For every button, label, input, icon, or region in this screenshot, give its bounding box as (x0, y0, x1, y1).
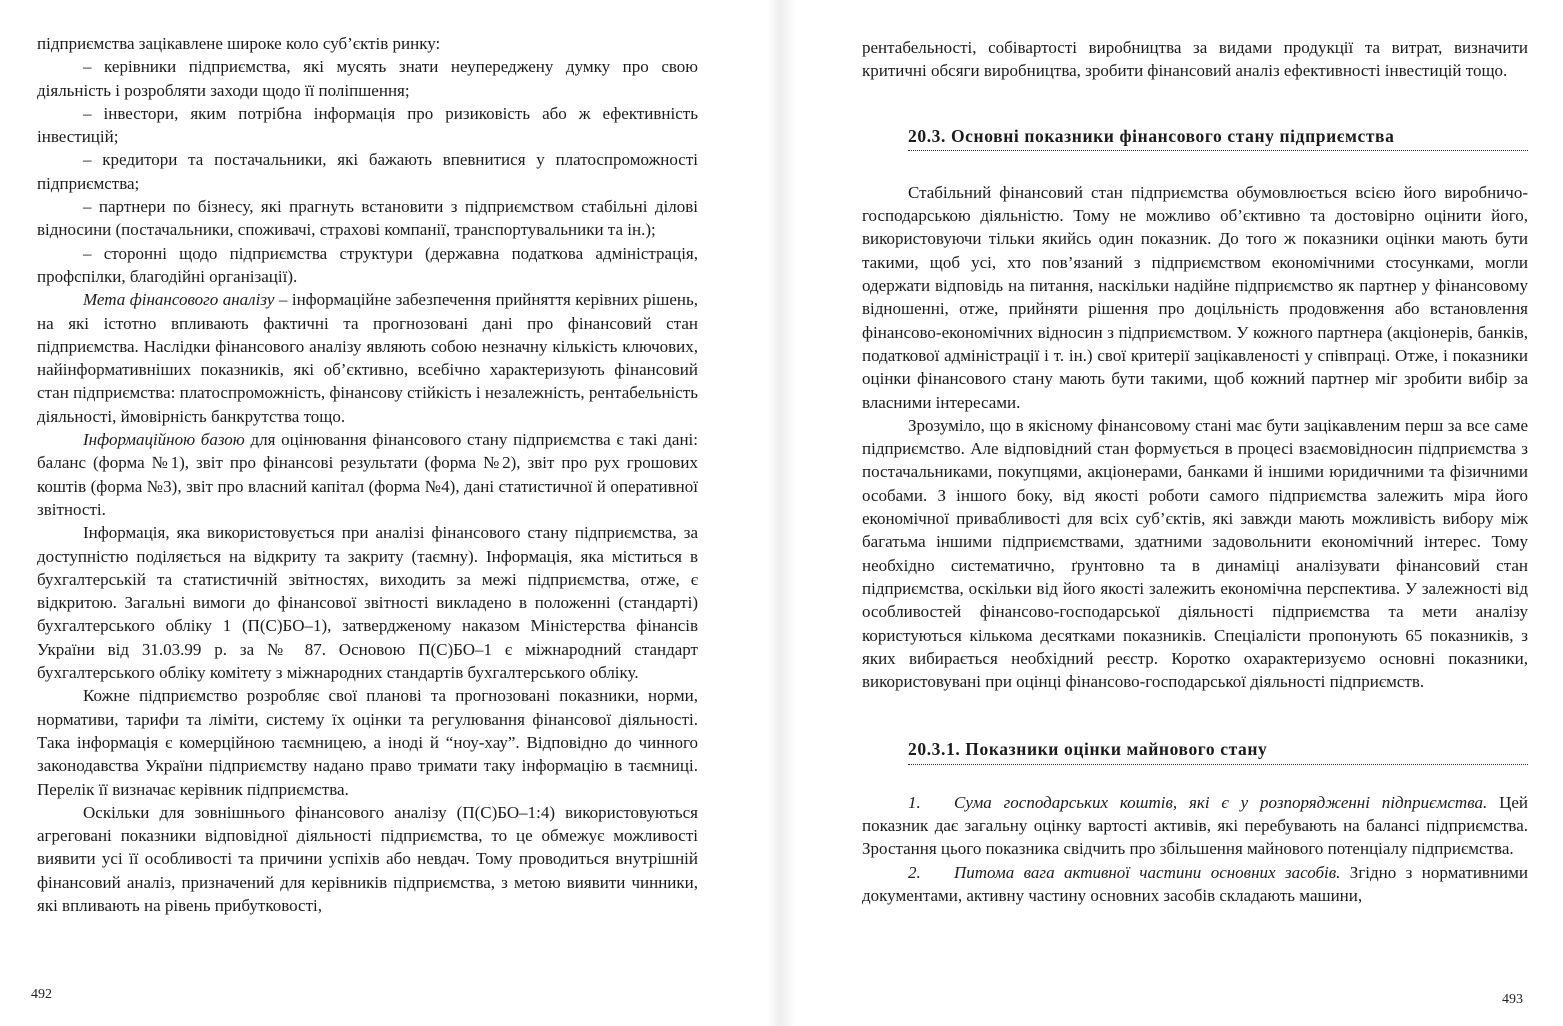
spacer (862, 151, 1528, 181)
page-gutter-shadow (767, 0, 781, 1026)
list-item-managers: – керівники підприємства, які мусять знати неупереджену думку про свою діяльність і розробляти заходи щодо її поліпшення; (37, 57, 698, 100)
right-page (781, 0, 1563, 1026)
paragraph-interested-parties: підприємства зацікавлене широке коло суб’єктів ринку: (37, 34, 441, 53)
page-gutter-shadow (781, 0, 795, 1026)
term-information-base: Інформаційною базою (83, 430, 245, 450)
paragraph-analysis-goal (37, 288, 698, 428)
paragraph-information-access: Інформація, яка використовується при аналізі фінансового стану підприємства, за доступністю поділяється на відкриту та закриту (таємну). Інформація, яка міститься в бухгалтерській та статистичній звітностях, виходить за межі підприємства, отже, є відкритою. Загальні вимоги до фінансової звітності викладено в положенні (стандарті) бухгалтерського обліку 1 (П(С)БО–1), затвердженому наказом Міністерства фінансів України від 31.03.99 р. за № 87. Основою П(С)БО–1 є міжнародний стандарт бухгалтерського обліку комітету з міжнародних стандартів бухгалтерського обліку. (37, 523, 698, 683)
item-number: 2. (908, 862, 921, 882)
paragraph-information-base-text: для оцінювання фінансового стану підприємства є такі дані: баланс (форма №1), звіт про фінансові результати (форма №2), звіт про рух грошових коштів (форма №3), звіт про власний капітал (форма №4), дані статистичної й оперативної звітності. (37, 430, 698, 519)
numbered-item-2 (862, 861, 1528, 908)
spacer (862, 693, 1528, 738)
term-analysis-goal: Мета фінансового аналізу (83, 290, 275, 310)
list-item-third-parties: – сторонні щодо підприємства структури (державна податкова адміністрація, профспілки, благодійні організації). (37, 243, 698, 286)
item-text: Згідно з нормативними документами, активну частину основних засобів складають машини, (862, 862, 1528, 905)
numbered-item-1 (862, 791, 1528, 861)
right-page-text (862, 36, 1528, 907)
paragraph-continued: рентабельності, собівартості виробництва за видами продукції та витрат, визначити критичні обсяги виробництва, зробити фінансовий аналіз ефективності інвестицій тощо. (862, 38, 1528, 81)
paragraph-analysis-goal-text: – інформаційне забезпечення прийняття керівних рішень, на які істотно впливають фактичні та прогнозовані дані про фінансовий стан підприємства. Наслідки фінансового аналізу являють собою незначну кількість ключових, найінформативніших показників, які об’єктивно, всебічно характеризують фінансовий стан підприємства: платоспроможність, фінансову стійкість і незалежність, рентабельність діяльності, ймовірність банкрутства тощо. (37, 290, 698, 426)
item-term: Питома вага активної частини основних засобів. (954, 862, 1341, 882)
spacer (862, 765, 1528, 791)
item-text: Цей показник дає загальну оцінку вартості активів, які перебувають на балансі підприємства. Зростання цього показника свідчить про збільшення майнового потенціалу підприємства. (862, 792, 1529, 859)
paragraph-quality-state: Зрозуміло, що в якісному фінансовому стані має бути зацікавленим перш за все саме підприємство. Але відповідний стан формується в процесі взаємовідносин підприємства з постачальниками, покупцями, акціонерами, банками й іншими юридичними та фізичними особами. З іншого боку, від якості роботи самого підприємства залежить міра його економічної привабливості для всіх суб’єктів, які завжди мають можливість вибору між багатьма іншими підприємствами, здатними задовольнити економічний інтерес. Тому необхідно систематично, ґрунтовно та в динаміці аналізувати фінансовий стан підприємства, оскільки від його якості залежить економічна перспектива. У залежності від особливостей фінансово-господарської діяльності підприємства та мети аналізу користуються кількома десятками показників. Спеціалісти пропонують 65 показників, з яких вибирається необхідний реєстр. Коротко охарактеризуємо основні показники, використовувані при оцінці фінансово-господарської діяльності підприємств. (862, 415, 1528, 692)
spacer (862, 83, 1528, 125)
left-page-text (37, 32, 698, 917)
list-item-investors: – інвестори, яким потрібна інформація про ризиковість або ж ефективність інвестицій; (37, 103, 698, 147)
section-title: 20.3. Основні показники фінансового стану підприємства (908, 125, 1528, 151)
paragraph-plans: Кожне підприємство розробляє свої планові та прогнозовані показники, норми, нормативи, тарифи та ліміти, систему їх оцінки та регулювання фінансової діяльності. Така інформація є комерційною таємницею, а іноді й “ноу-хау”. Відповідно до чинного законодавства України підприємству надано право тримати таку інформацію в таємниці. Перелік її визначає керівник підприємства. (37, 686, 698, 799)
paragraph-information-base (37, 428, 698, 521)
list-item-partners: – партнери по бізнесу, які прагнуть встановити з підприємством стабільні ділові відносини (постачальники, споживачі, страхові компанії, транспортувальники та ін.); (37, 197, 698, 240)
paragraph-stable-state: Стабільний фінансовий стан підприємства обумовлюється всією його виробничо-господарською діяльністю. Тому не можливо об’єктивно та достовірно оцінити його, використовуючи тільки якийсь один показник. До того ж показники оцінки мають бути такими, щоб усі, хто пов’язаний з підприємством економічними стосунками, могли одержати відповідь на питання, наскільки надійне підприємство як партнер у фінансовому відношенні, отже, прийняти рішення про доцільність продовження або встановлення фінансово-економічних відносин з підприємством. У кожного партнера (акціонерів, банків, податкової адміністрації і т. ін.) свої критерії зацікавленості у співпраці. Отже, і показники оцінки фінансового стану мають бути такими, щоб кожний партнер міг зробити вибір за власними інтересами. (862, 182, 1528, 412)
paragraph-external-analysis: Оскільки для зовнішнього фінансового аналізу (П(С)БО–1:4) використовуються агреговані показники відповідної діяльності підприємства, то це обмежує можливості виявити усі її особливості та причини успіхів або невдач. Тому проводиться внутрішній фінансовий аналіз, призначений для керівників підприємства, з метою виявити чинники, які впливають на рівень прибутковості, (37, 802, 698, 915)
page-number-left: 492 (31, 987, 52, 1002)
subsection-title: 20.3.1. Показники оцінки майнового стану (908, 738, 1528, 764)
item-term: Сума господарських коштів, які є у розпорядженні підприємства. (954, 792, 1488, 812)
left-page (0, 0, 781, 1026)
page-number-right: 493 (1502, 992, 1523, 1007)
item-number: 1. (908, 792, 921, 812)
list-item-creditors: – кредитори та постачальники, які бажають впевнитися у платоспроможності підприємства; (37, 150, 698, 193)
